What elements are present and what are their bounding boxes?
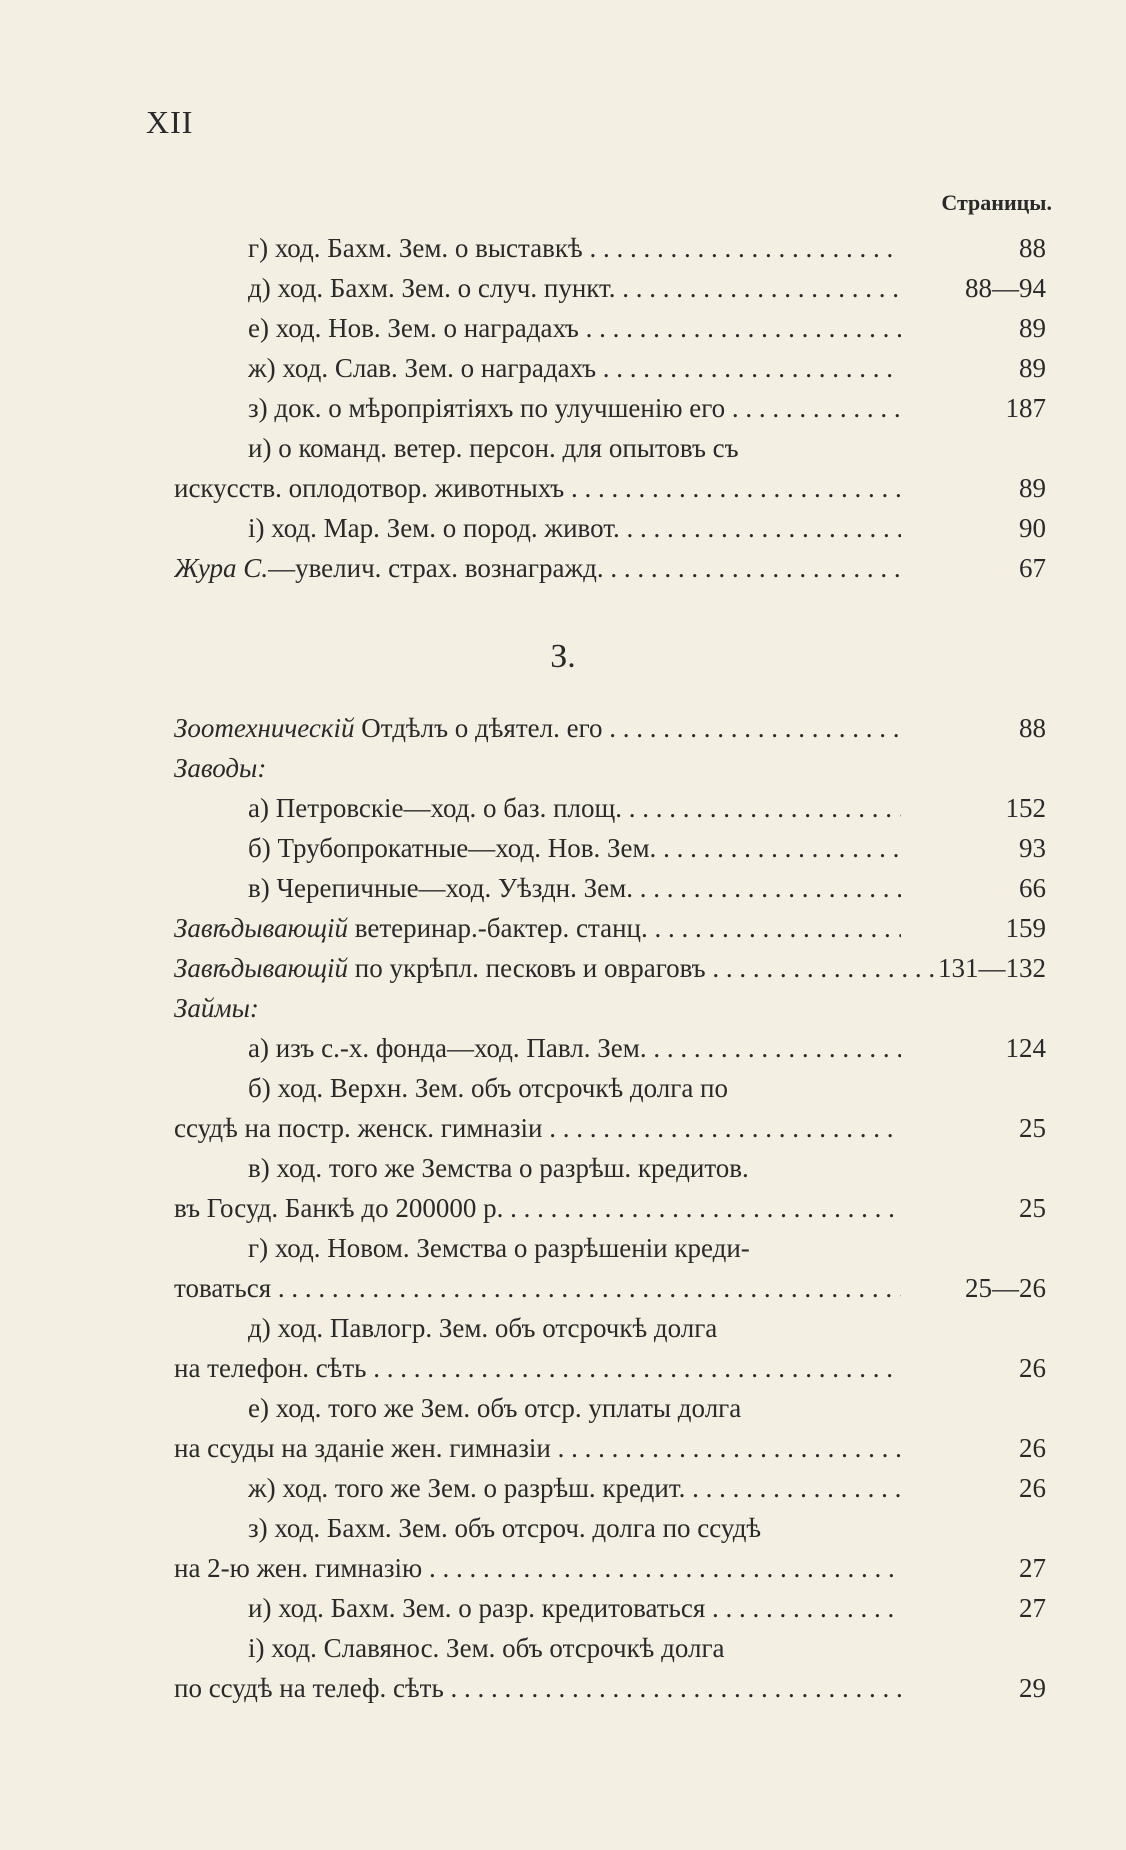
index-entry: д) ход. Павлогр. Зем. объ отсрочкѣ долга [248,1313,718,1343]
pages-column-label: Страницы. [941,190,1052,215]
index-entry: Завѣдывающій ветеринар.-бактер. станц. . . . 159 [174,908,1046,948]
index-entry: і) ход. Славянос. Зем. объ отсрочкѣ долга [248,1633,725,1663]
page-ref: 89 [1019,353,1046,383]
page-ref: 187 [1005,393,1046,423]
page-ref: 88—94 [965,273,1046,303]
page-ref: 131—132 [938,953,1046,983]
page-ref: 27 [1019,1593,1046,1623]
page-ref: 29 [1019,1673,1046,1703]
index-heading: Займы: [174,993,259,1023]
index-entry: искусств. оплодотвор. животныхъ . . . 89 [174,468,1046,508]
index-entry: и) ход. Бахм. Зем. о разр. кредитоваться . . . 27 [248,1588,1046,1628]
page-ref: 89 [1019,473,1046,503]
index-entry: ж) ход. того же Зем. о разрѣш. кредит. . . . 26 [248,1468,1046,1508]
page-ref: 66 [1019,873,1046,903]
section-letter: З. [550,638,576,675]
index-heading: Заводы: [174,753,267,783]
page-ref: 26 [1019,1433,1046,1463]
index-entry: на 2-ю жен. гимназію . . . 27 [174,1548,1046,1588]
index-entry: з) док. о мѣропріятіяхъ по улучшенію его . . . 187 [248,388,1046,428]
index-entry: е) ход. того же Зем. объ отср. уплаты долга [248,1393,742,1423]
page-number: XII [146,104,194,140]
page-ref: 67 [1019,553,1046,583]
index-entry: в) ход. того же Земства о разрѣш. кредитов. [248,1153,749,1183]
index-entry: Завѣдывающій по укрѣпл. песковъ и овраговъ . . . 131—132 [174,948,1046,988]
index-entry: въ Госуд. Банкѣ до 200000 р. . . . 25 [174,1188,1046,1228]
index-entry: е) ход. Нов. Зем. о наградахъ . . . 89 [248,308,1046,348]
index-entry: а) Петровскіе—ход. о баз. площ. . . . 152 [248,788,1046,828]
index-entry: по ссудѣ на телеф. сѣть . . . 29 [174,1668,1046,1708]
index-entry: Жура С.—увелич. страх. вознагражд. . . . 67 [174,548,1046,588]
page-ref: 159 [1005,913,1046,943]
page-ref: 26 [1019,1473,1046,1503]
index-entry: а) изъ с.-х. фонда—ход. Павл. Зем. . . . 124 [248,1028,1046,1068]
index-entry: б) ход. Верхн. Зем. объ отсрочкѣ долга по [248,1073,729,1103]
page-ref: 88 [1019,713,1046,743]
index-entry: на ссуды на зданіе жен. гимназіи . . . 26 [174,1428,1046,1468]
page-ref: 93 [1019,833,1046,863]
page-ref: 25 [1019,1113,1046,1143]
index-entry: г) ход. Новом. Земства о разрѣшеніи креди- [248,1233,750,1263]
index-entry: і) ход. Мар. Зем. о пород. живот. . . . 90 [248,508,1046,548]
page-ref: 25 [1019,1193,1046,1223]
index-entry: и) о команд. ветер. персон. для опытовъ съ [248,433,739,463]
index-entry: з) ход. Бахм. Зем. объ отсроч. долга по ссудѣ [248,1513,762,1543]
page-ref: 124 [1005,1033,1046,1063]
index-entry: г) ход. Бахм. Зем. о выставкѣ . . . 88 [248,228,1046,268]
page-ref: 27 [1019,1553,1046,1583]
index-entry: б) Трубопрокатные—ход. Нов. Зем. . . . 93 [248,828,1046,868]
page-ref: 26 [1019,1353,1046,1383]
page-ref: 152 [1005,793,1046,823]
index-entry: товаться . . . 25—26 [174,1268,1046,1308]
index-entry: в) Черепичные—ход. Уѣздн. Зем. . . . 66 [248,868,1046,908]
page-ref: 25—26 [965,1273,1046,1303]
index-entry: д) ход. Бахм. Зем. о случ. пункт. . . . 88—94 [248,268,1046,308]
page-ref: 90 [1019,513,1046,543]
index-entry: на телефон. сѣть . . . 26 [174,1348,1046,1388]
page-ref: 88 [1019,233,1046,263]
index-entry: ссудѣ на постр. женск. гимназіи . . . 25 [174,1108,1046,1148]
index-entry: Зоотехническій Отдѣлъ о дѣятел. его . . . 88 [174,708,1046,748]
page-ref: 89 [1019,313,1046,343]
index-entry: ж) ход. Слав. Зем. о наградахъ . . . 89 [248,348,1046,388]
